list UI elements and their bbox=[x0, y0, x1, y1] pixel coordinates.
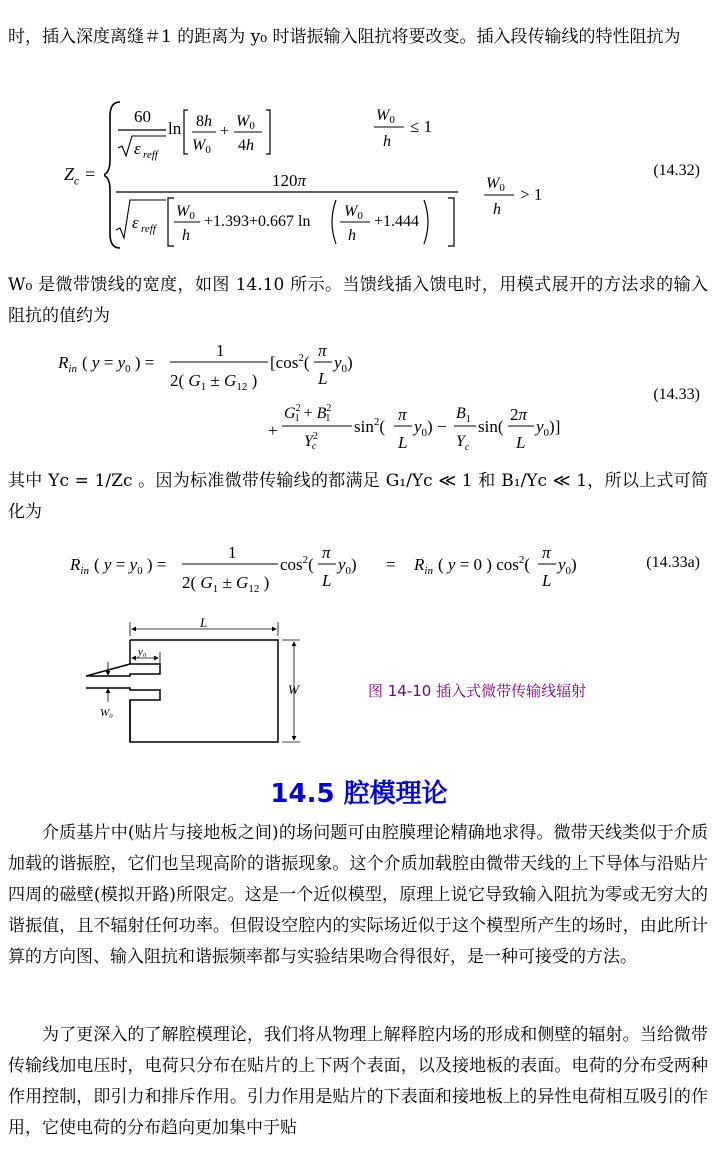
equation-number: (14.32) bbox=[653, 162, 700, 179]
svg-text:reff: reff bbox=[141, 223, 156, 235]
svg-text:2( G1 ± G12 ): 2( $G_1 \pm G_{12}$ ) bbox=[182, 573, 270, 595]
svg-text:B1: $B_1$ bbox=[456, 405, 471, 425]
label-y0: y₀ bbox=[138, 646, 147, 658]
svg-text:+1.393+0.667 ln: +1.393+0.667 ln bbox=[204, 213, 311, 230]
svg-text:G21 + B21: $G^2$ $1 + B^2$ 1 bbox=[284, 403, 332, 424]
svg-text:sin(: sin( bbox=[478, 417, 504, 436]
svg-text:Rin: $R_{in}$ bbox=[70, 555, 89, 577]
svg-text:> 1: > 1 bbox=[520, 185, 543, 204]
section-heading: 14.5 腔模理论 bbox=[270, 779, 448, 809]
figure-caption: 图 14-10 插入式微带传输线辐射 bbox=[368, 682, 587, 700]
svg-text:y0): $y_0$) bbox=[338, 555, 357, 577]
svg-text:Y2c: $Y^2$ c bbox=[304, 431, 318, 452]
svg-text:L: L bbox=[318, 369, 328, 388]
svg-text:ε: ε bbox=[134, 139, 141, 158]
svg-text:( y = 0 ) cos2(: ( y = 0 ) $\cos^2$( bbox=[438, 554, 531, 574]
svg-text:Rin: $R_{in}$ bbox=[58, 353, 77, 375]
svg-text:π: π bbox=[398, 405, 407, 424]
svg-text:2( G1 ± G12 ): 2( $G_1 \pm G_{12}$ ) bbox=[170, 371, 258, 393]
svg-text:[cos2(: [$\cos^2$( bbox=[270, 352, 310, 372]
svg-text:4h: 4h bbox=[238, 137, 254, 154]
paragraph-cavity-model: 介质基片中(贴片与接地板之间)的场问题可由腔膜理论精确地求得。微带天线类似于介质加载的谐振腔，它们也呈现高阶的谐振现象。这个介质加载腔由微带天线的上下导体与沿贴片四周的磁壁(模拟开路)所限定。这是一个近似模型，原理上说它导致输入阻抗为零或无穷大的谐振值，且不辐射任何功率。但假设空腔内的实际场近似于这个模型所产生的场时，由此所计算的方向图、输入阻抗和谐振频率都与实验结果吻合得很好，是一种可接受的方法。 bbox=[8, 823, 708, 967]
label-W0: W₀ bbox=[100, 707, 113, 719]
case1-condition bbox=[374, 100, 454, 156]
svg-text:8h: 8h bbox=[196, 113, 212, 130]
svg-text:+: + bbox=[220, 123, 230, 140]
svg-text:W0: W0 bbox=[344, 203, 363, 222]
svg-text:2π: 2π bbox=[510, 405, 528, 424]
svg-text:1: 1 bbox=[228, 543, 237, 562]
label-L: L bbox=[200, 618, 208, 630]
svg-text:cos2(: $\cos^2$( bbox=[280, 554, 314, 574]
paragraph-simplify: 其中 Yc = 1/Zc 。因为标准微带传输线的都满足 G₁/Yc ≪ 1 和 B₁/Yc ≪ 1，所以上式可简化为 bbox=[8, 471, 708, 522]
svg-text:1: 1 bbox=[216, 341, 225, 360]
paragraph-physical-explanation: 为了更深入的了解腔模理论，我们将从物理上解释腔内场的形成和侧壁的辐射。当给微带传输线加电压时，电荷只分布在贴片的上下两个表面，以及接地板的表面。电荷的分布受两种作用控制，即引力和排斥作用。引力作用是贴片的下表面和接地板上的异性电荷相互吸引的作用，它使电荷的分布趋向更加集中于贴 bbox=[8, 1025, 708, 1138]
svg-text:h: h bbox=[182, 227, 190, 244]
svg-text:( y = y0 ) =: ( $y = y_0$ ) = bbox=[82, 353, 155, 375]
paragraph-intro: 时，插入深度离缝＃1 的距离为 y₀ 时谐振输入阻抗将要改变。插入段传输线的特性阻抗为 bbox=[8, 27, 681, 47]
svg-text:ln: ln bbox=[168, 119, 182, 138]
svg-text:W0: W0 bbox=[486, 175, 505, 194]
svg-text:π: π bbox=[542, 543, 551, 562]
case2-condition bbox=[484, 168, 564, 224]
svg-text:L: L bbox=[542, 571, 552, 590]
case1-numerator: 60 bbox=[134, 107, 151, 126]
svg-text:W0: W0 bbox=[376, 107, 395, 126]
svg-text:L: L bbox=[398, 433, 408, 452]
svg-text:+: + bbox=[268, 421, 278, 440]
svg-text:y0): $y_0$) bbox=[558, 555, 577, 577]
svg-text:sin2(: $\sin^2$( bbox=[354, 416, 386, 436]
paragraph-feed-width: W₀ 是微带馈线的宽度，如图 14.10 所示。当馈线插入馈电时，用模式展开的方法求的输入阻抗的值约为 bbox=[8, 275, 708, 326]
svg-text:+1.444: +1.444 bbox=[374, 213, 420, 230]
svg-text:Rin: $R_{in}$ bbox=[414, 555, 433, 577]
svg-text:L: L bbox=[516, 433, 526, 452]
svg-text:=: = bbox=[386, 555, 396, 574]
svg-text:W0: W0 bbox=[236, 113, 255, 132]
svg-text:W0: W0 bbox=[176, 203, 195, 222]
equation-number: (14.33a) bbox=[646, 554, 700, 571]
svg-text:Yc: $Y_c$ bbox=[456, 433, 470, 453]
svg-text:y0) −: $y_0$) − bbox=[414, 417, 447, 439]
label-W: W bbox=[288, 682, 299, 697]
svg-text:reff: reff bbox=[143, 149, 158, 161]
svg-text:120π: 120π bbox=[272, 171, 307, 190]
svg-text:y0)]: $y_0$)] bbox=[536, 417, 561, 439]
equation-14-33-graphic bbox=[56, 338, 616, 458]
svg-text:h: h bbox=[348, 227, 356, 244]
equation-14-33a-graphic bbox=[68, 538, 608, 598]
equation-number: (14.33) bbox=[653, 386, 700, 403]
inset-feed-patch-diagram bbox=[86, 618, 316, 750]
svg-text:L: L bbox=[322, 571, 332, 590]
svg-text:W0: W0 bbox=[192, 137, 211, 156]
svg-text:h: h bbox=[383, 133, 391, 150]
svg-text:h: h bbox=[493, 201, 501, 218]
svg-text:ε: ε bbox=[132, 213, 139, 232]
svg-text:y0): $y_0$) bbox=[334, 353, 353, 375]
svg-text:π: π bbox=[318, 341, 327, 360]
svg-text:( y = y0 ) =: ( $y = y_0$ ) = bbox=[94, 555, 167, 577]
svg-text:≤ 1: ≤ 1 bbox=[410, 117, 433, 136]
svg-text:π: π bbox=[322, 543, 331, 562]
